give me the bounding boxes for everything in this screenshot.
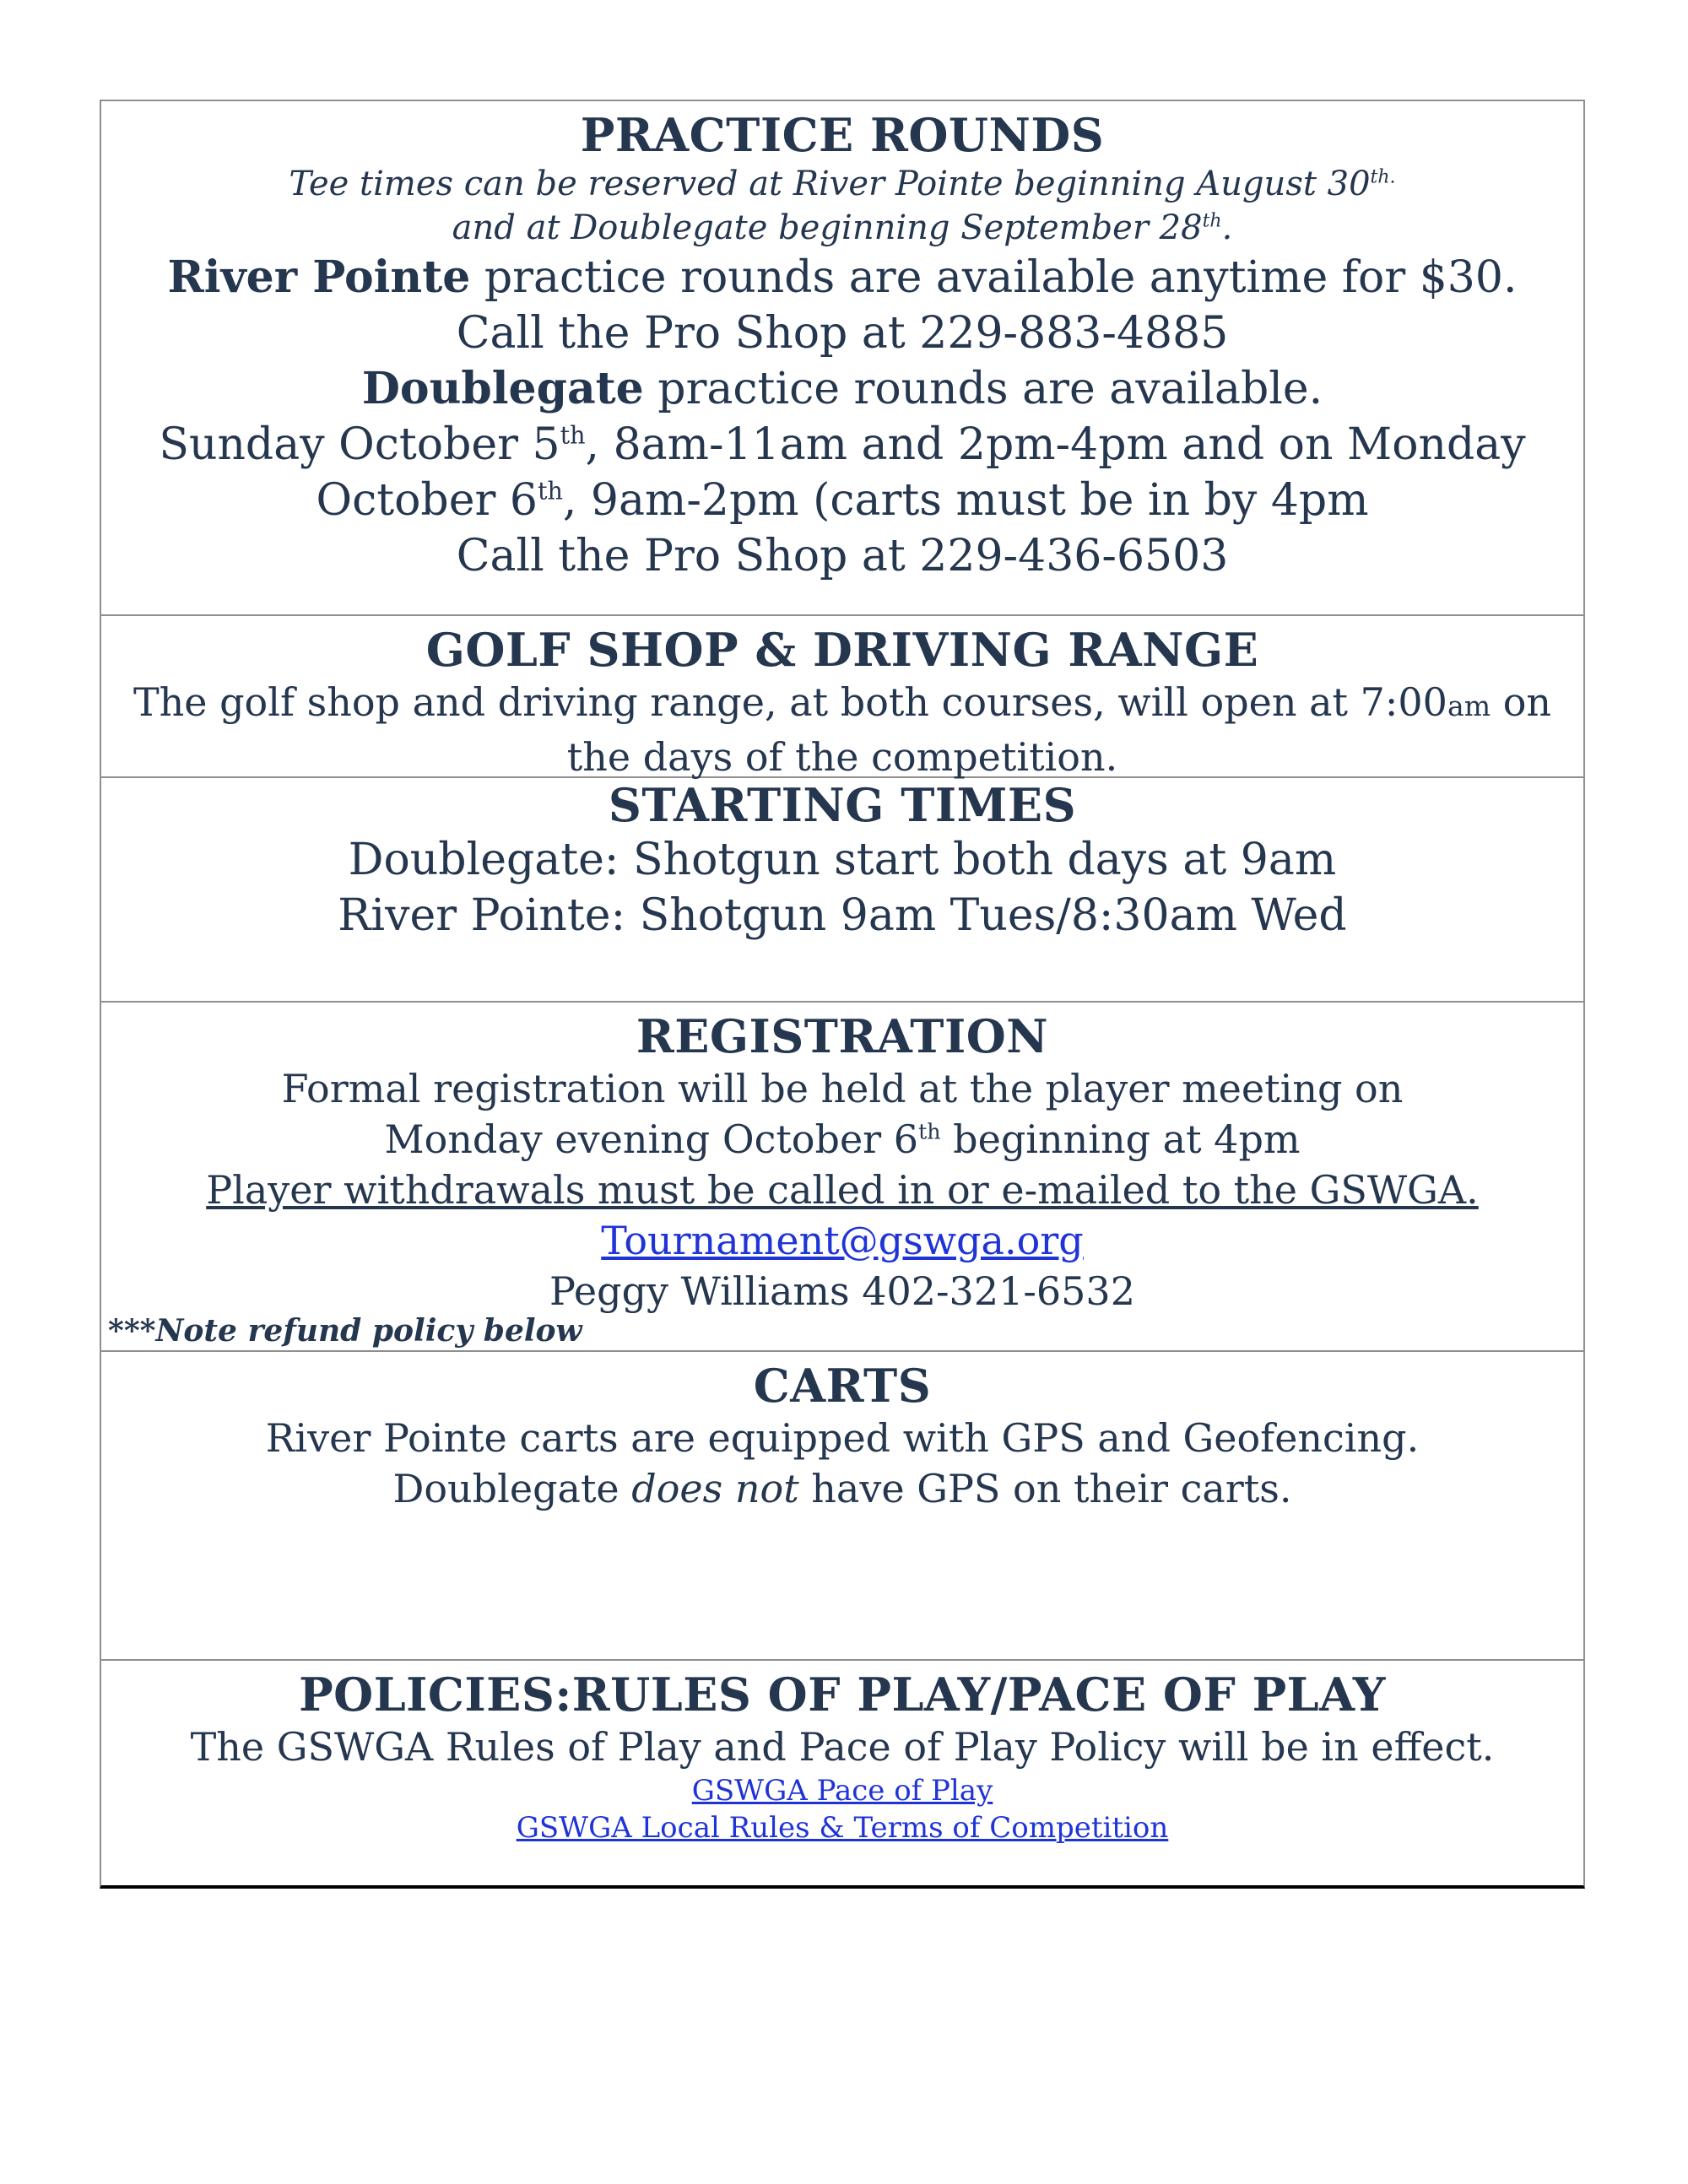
tournament-email-link[interactable]: Tournament@gswga.org <box>601 1218 1084 1263</box>
schedule-sunday-sup: th <box>560 420 586 450</box>
carts-does-not: does not <box>631 1466 799 1511</box>
starting-times-section <box>101 778 1583 1003</box>
doublegate-name: Doublegate <box>361 363 644 414</box>
schedule-monday-hours: , 9am-2pm (carts must be in by 4pm <box>562 475 1369 526</box>
river-pointe-call-line: Call the Pro Shop at 229-883-4885 <box>456 308 1229 359</box>
policies-line-1: The GSWGA Rules of Play and Pace of Play Policy will be in effect. <box>190 1724 1495 1770</box>
local-rules-row <box>101 1809 1583 1846</box>
registration-date-sup: th <box>918 1119 941 1144</box>
golf-shop-section <box>101 616 1583 778</box>
river-pointe-practice-line <box>101 250 1583 305</box>
schedule-monday: October 6 <box>316 475 538 526</box>
carts-line-1: River Pointe carts are equipped with GPS and Geofencing. <box>265 1415 1420 1461</box>
starting-river-pointe: River Pointe: Shotgun 9am Tues/8:30am Wed <box>338 890 1347 941</box>
schedule-sunday-hours: , 8am-11am and 2pm-4pm and on Monday <box>585 419 1526 470</box>
carts-line-2 <box>101 1463 1583 1514</box>
policies-heading: POLICIES:RULES OF PLAY/PACE OF PLAY <box>299 1668 1386 1722</box>
registration-line-2 <box>101 1114 1583 1165</box>
practice-rounds-heading: PRACTICE ROUNDS <box>580 108 1105 162</box>
doublegate-practice-text: practice rounds are available. <box>643 364 1323 414</box>
tee-times-line-1 <box>101 162 1583 206</box>
carts-heading: CARTS <box>753 1359 932 1413</box>
river-pointe-name: River Pointe <box>167 251 471 303</box>
golf-shop-on: on <box>1491 679 1552 725</box>
info-table <box>100 100 1585 1889</box>
withdrawal-notice: Player withdrawals must be called in or e-mailed to the GSWGA. <box>206 1167 1479 1213</box>
tee-times-text-1: Tee times can be reserved at River Pointe beginning August 30 <box>289 165 1371 203</box>
schedule-monday-sup: th <box>537 476 563 505</box>
local-rules-link[interactable]: GSWGA Local Rules & Terms of Competition <box>516 1811 1169 1845</box>
practice-rounds-section <box>101 101 1583 616</box>
carts-gps-text: have GPS on their carts. <box>798 1466 1292 1511</box>
tee-times-text-2: and at Doublegate beginning September 28 <box>452 208 1203 247</box>
registration-date: Monday evening October 6 <box>384 1116 919 1162</box>
doublegate-schedule-line-1 <box>101 417 1583 473</box>
tee-times-line-2 <box>101 206 1583 250</box>
golf-shop-text-1: The golf shop and driving range, at both courses, will open at 7:00 <box>133 679 1447 725</box>
registration-line-1: Formal registration will be held at the player meeting on <box>281 1066 1404 1111</box>
doublegate-call-line: Call the Pro Shop at 229-436-6503 <box>456 531 1229 581</box>
golf-shop-line-1 <box>101 677 1583 732</box>
registration-time: beginning at 4pm <box>940 1116 1301 1162</box>
pace-of-play-row <box>101 1772 1583 1809</box>
golf-shop-line-2: the days of the competition. <box>566 734 1118 780</box>
tee-times-end-2: . <box>1221 208 1233 247</box>
golf-shop-heading: GOLF SHOP & DRIVING RANGE <box>425 623 1259 677</box>
carts-section <box>101 1352 1583 1661</box>
pace-of-play-link[interactable]: GSWGA Pace of Play <box>691 1774 993 1808</box>
river-pointe-practice-text: practice rounds are available anytime for $30. <box>470 252 1518 303</box>
doublegate-practice-line <box>101 361 1583 417</box>
starting-doublegate: Doublegate: Shotgun start both days at 9am <box>348 835 1337 885</box>
registration-section <box>101 1003 1583 1352</box>
email-line <box>101 1215 1583 1266</box>
schedule-sunday: Sunday October 5 <box>159 419 560 470</box>
contact-line: Peggy Williams 402-321-6532 <box>549 1268 1135 1314</box>
policies-section <box>101 1661 1583 1885</box>
doublegate-schedule-line-2 <box>101 473 1583 528</box>
registration-heading: REGISTRATION <box>636 1009 1049 1063</box>
refund-note: ***Note refund policy below <box>108 1313 582 1349</box>
starting-times-heading: STARTING TIMES <box>608 778 1077 832</box>
tee-times-sup-2: th <box>1202 210 1222 232</box>
golf-shop-am: am <box>1447 689 1491 722</box>
carts-doublegate: Doublegate <box>392 1466 632 1511</box>
tee-times-sup-1: th. <box>1370 166 1396 188</box>
